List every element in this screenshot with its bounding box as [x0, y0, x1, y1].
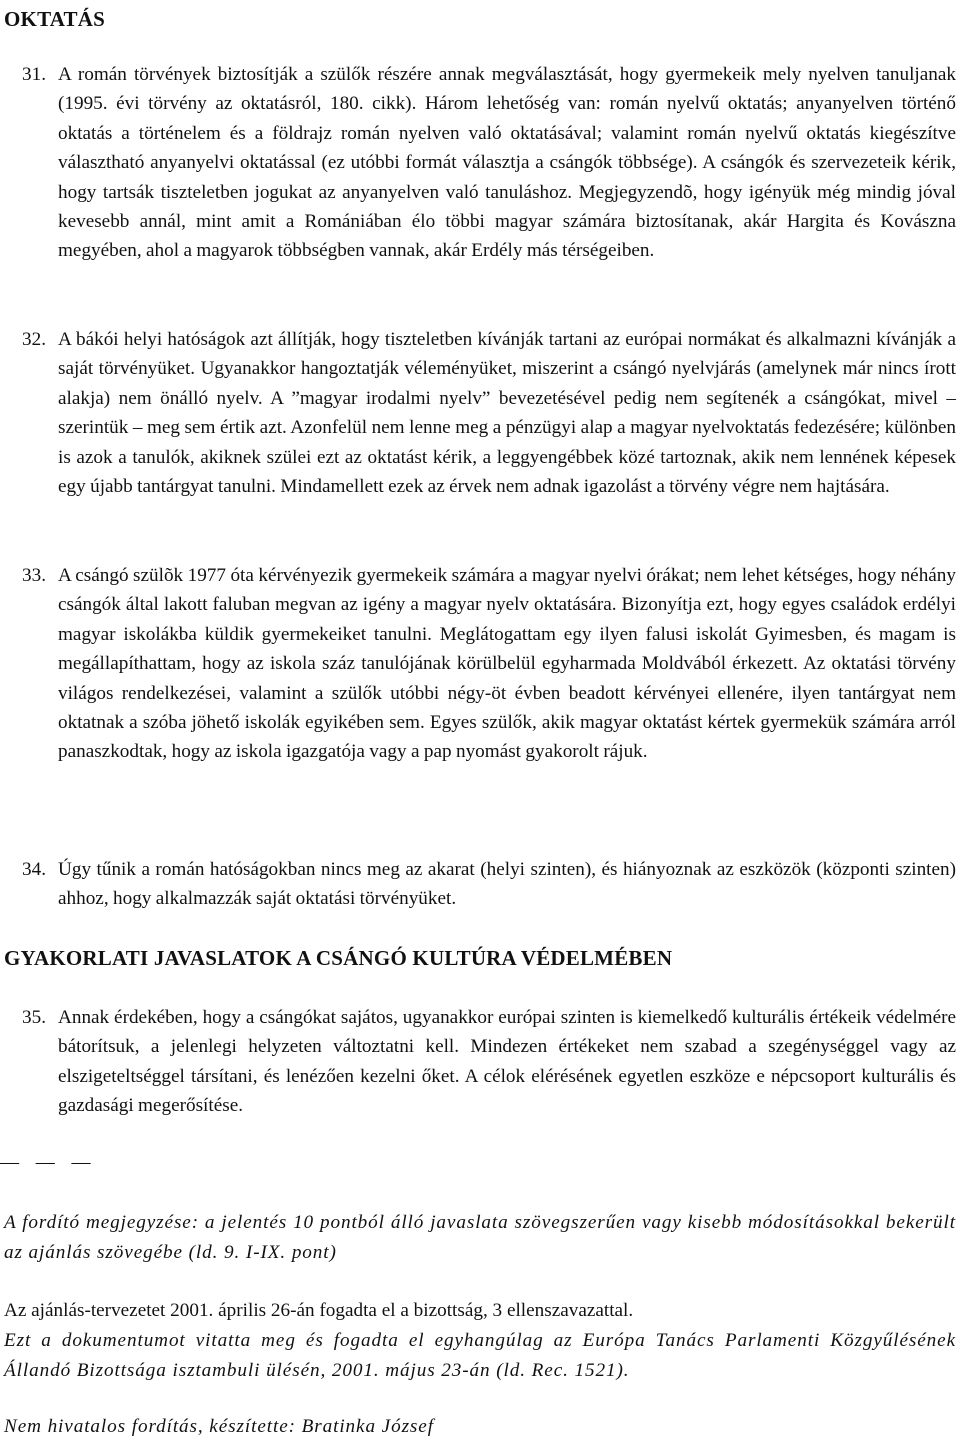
paragraph-35: [22, 1003, 956, 1121]
paragraph-number: 35.: [22, 1007, 46, 1028]
paragraph-text: A román törvények biztosítják a szülők részére annak megválasztását, hogy gyermekeik mely nyelven tanuljanak (1995. évi törvény az oktatásról, 180. cikk). Három lehetőség van: román nyelvű oktatás; anyanyelven történő oktatás a történelem és a földrajz román nyelven való oktatásával; valamint román nyelvű oktatás kiegészítve választható anyanyelvi oktatással (ez utóbbi formát választja a csángók többsége). A csángók és szervezeteik kérik, hogy tartsák tiszteletben jogukat az anyanyelven való tanuláshoz. Megjegyzendõ, hogy igényük még mindig jóval kevesebb annál, mint amit a Romániában élo többi magyar számára biztosítanak, akár Hargita és Kovászna megyében, ahol a magyarok többségben vannak, akár Erdély más térségeiben.: [58, 64, 956, 262]
section-heading-oktatas: OKTATÁS: [4, 7, 105, 31]
translator-note: A fordító megjegyzése: a jelentés 10 pontból álló javaslata szövegszerűen vagy kisebb módosításokkal bekerült az ajánlás szövegébe (ld. 9. I-IX. pont): [4, 1212, 956, 1263]
paragraph-33: [22, 561, 956, 767]
paragraph-number: 31.: [22, 64, 46, 85]
adoption-note: Az ajánlás-tervezetet 2001. április 26-án fogadta el a bizottság, 3 ellenszavazattal.: [4, 1300, 634, 1321]
separator-dashes: — — —: [0, 1152, 97, 1173]
paragraph-31: [22, 60, 956, 266]
paragraph-32: [22, 325, 956, 501]
paragraph-text: Annak érdekében, hogy a csángókat sajátos, ugyanakkor európai szinten is kiemelkedő kulturális értékeik védelmére bátorítsuk, a jelenlegi helyzeten változtatni kell. Mindezen értékeket nem szabad a szegénységgel vagy az elszigeteltséggel társítani, és lenézően kezelni őket. A célok elérésének egyetlen eszköze e népcsoport kulturális és gazdasági megerősítése.: [58, 1007, 956, 1117]
paragraph-number: 33.: [22, 565, 46, 586]
paragraph-text: Úgy tűnik a román hatóságokban nincs meg az akarat (helyi szinten), és hiányoznak az eszközök (központi szinten) ahhoz, hogy alkalmazzák saját oktatási törvényüket.: [58, 859, 956, 910]
paragraph-text: A bákói helyi hatóságok azt állítják, hogy tiszteletben kívánják tartani az európai normákat és alkalmazni kívánják a saját törvényüket. Ugyanakkor hangoztatják véleményüket, miszerint a csángó nyelvjárás (amelynek már nincs írott alakja) nem önálló nyelv. A ”magyar irodalmi nyelv” bevezetésével pedig nem segítenék a csángókat, mivel – szerintük – meg sem értik azt. Azonfelül nem lenne meg a pénzügyi alap a magyar nyelvoktatás fedezésére; különben is azok a tanulók, akiknek szülei ezt az oktatást kérik, a leggyengébbek közé tartoznak, akik nem lennének képesek egy újabb tantárgyat tanulni. Mindamellett ezek az érvek nem adnak igazolást a törvény végre nem hajtására.: [58, 329, 956, 498]
section-heading-gyakorlati-javaslatok: GYAKORLATI JAVASLATOK A CSÁNGÓ KULTÚRA VÉDELMÉBEN: [4, 946, 673, 970]
debate-note: Ezt a dokumentumot vitatta meg és fogadta el egyhangúlag az Európa Tanács Parlamenti Közgyűlésének Állandó Bizottsága isztambuli ülésén, 2001. május 23-án (ld. Rec. 1521).: [4, 1330, 956, 1381]
paragraph-34: [22, 855, 956, 914]
translator-credit: Nem hivatalos fordítás, készítette: Bratinka József: [4, 1416, 434, 1437]
paragraph-number: 32.: [22, 329, 46, 350]
paragraph-text: A csángó szülõk 1977 óta kérvényezik gyermekeik számára a magyar nyelvi órákat; nem lehet kétséges, hogy néhány csángók által lakott faluban megvan az igény a magyar nyelv oktatására. Bizonyítja ezt, hogy egyes családok erdélyi magyar iskolákba küldik gyermekeiket tanulni. Meglátogattam egy ilyen falusi iskolát Gyimesben, és magam is megállapíthattam, hogy az iskola száz tanulójának körülbelül egyharmada Moldvából érkezett. Az oktatási törvény világos rendelkezései, valamint a szülők utóbbi négy-öt évben beadott kérvényei ellenére, ilyen tantárgyat nem oktatnak a szóba jöhető iskolák egyikében sem. Egyes szülők, akik magyar oktatást kértek gyermekük számára arról panaszkodtak, hogy az iskola igazgatója vagy a pap nyomást gyakorolt rájuk.: [58, 565, 956, 763]
paragraph-number: 34.: [22, 859, 46, 880]
